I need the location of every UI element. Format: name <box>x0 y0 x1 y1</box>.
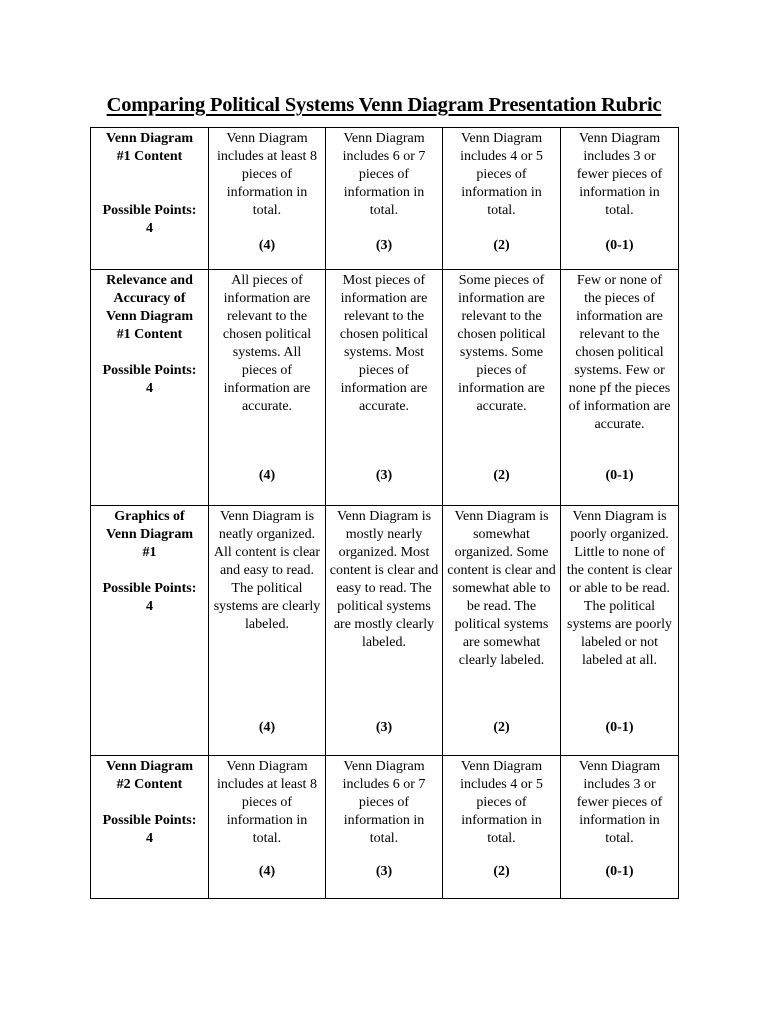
rubric-cell <box>326 128 443 270</box>
cell-description: All pieces of information are relevant to the chosen political systems. All pieces of information are accurate. <box>222 273 312 414</box>
possible-points: Possible Points: 4 <box>102 813 197 846</box>
rubric-cell <box>209 506 326 756</box>
cell-score: (2) <box>493 864 510 879</box>
cell-description: Venn Diagram is poorly organized. Little to none of the content is clear or able to be read. The political systems are poorly labeled or not labeled at all. <box>566 509 673 668</box>
cell-description: Venn Diagram includes 4 or 5 pieces of information in total. <box>460 131 543 218</box>
criterion-cell <box>91 128 209 270</box>
cell-score: (4) <box>258 468 276 483</box>
cell-description: Venn Diagram is mostly nearly organized. Most content is clear and easy to read. The political systems are mostly clearly labeled. <box>329 509 439 650</box>
cell-score: (3) <box>375 238 393 253</box>
cell-score: (2) <box>493 720 510 735</box>
cell-score: (3) <box>375 720 393 735</box>
cell-score: (0-1) <box>605 720 634 735</box>
cell-score: (2) <box>493 238 510 253</box>
criterion-label: Graphics of Venn Diagram #1 <box>106 509 193 560</box>
table-row <box>91 506 679 756</box>
cell-score: (0-1) <box>605 468 634 483</box>
cell-description: Few or none of the pieces of information are relevant to the chosen political systems. Few or none pf the pieces of information are accurate. <box>568 273 671 432</box>
rubric-cell <box>209 270 326 506</box>
cell-score: (3) <box>375 864 393 879</box>
cell-score: (4) <box>258 238 276 253</box>
table-row <box>91 270 679 506</box>
page-title <box>0 93 768 117</box>
cell-description: Some pieces of information are relevant to the chosen political systems. Some pieces of information are accurate. <box>457 273 546 414</box>
criterion-label: Relevance and Accuracy of Venn Diagram #1 Content <box>106 273 193 342</box>
rubric-cell <box>443 128 561 270</box>
cell-description: Venn Diagram includes 3 or fewer pieces of information in total. <box>576 759 663 846</box>
table-row <box>91 756 679 899</box>
cell-description: Venn Diagram includes 6 or 7 pieces of information in total. <box>342 759 426 846</box>
cell-description: Most pieces of information are relevant to the chosen political systems. Most pieces of information are accurate. <box>339 273 429 414</box>
cell-description: Venn Diagram includes 3 or fewer pieces of information in total. <box>576 131 663 218</box>
criterion-label: Venn Diagram #2 Content <box>106 759 193 792</box>
possible-points: Possible Points: 4 <box>102 203 197 236</box>
title-text: Comparing Political Systems Venn Diagram Presentation Rubric <box>106 94 662 116</box>
cell-description: Venn Diagram is somewhat organized. Some content is clear and somewhat able to be read. The political systems are somewhat clearly labeled. <box>447 509 556 668</box>
rubric-cell <box>209 756 326 899</box>
rubric-cell <box>443 506 561 756</box>
rubric-cell <box>561 128 679 270</box>
criterion-label: Venn Diagram #1 Content <box>106 131 193 164</box>
criterion-cell <box>91 506 209 756</box>
cell-score: (2) <box>493 468 510 483</box>
cell-score: (0-1) <box>605 864 634 879</box>
rubric-cell <box>443 270 561 506</box>
rubric-table <box>90 127 679 899</box>
cell-description: Venn Diagram is neatly organized. All content is clear and easy to read. The political systems are clearly labeled. <box>213 509 321 632</box>
rubric-cell <box>209 128 326 270</box>
rubric-cell <box>326 270 443 506</box>
possible-points: Possible Points: 4 <box>102 581 197 614</box>
cell-description: Venn Diagram includes at least 8 pieces of information in total. <box>217 759 317 846</box>
cell-description: Venn Diagram includes at least 8 pieces of information in total. <box>217 131 317 218</box>
rubric-cell <box>561 756 679 899</box>
table-row <box>91 128 679 270</box>
cell-score: (0-1) <box>605 238 634 253</box>
rubric-cell <box>326 506 443 756</box>
rubric-cell <box>561 270 679 506</box>
cell-description: Venn Diagram includes 4 or 5 pieces of information in total. <box>460 759 543 846</box>
rubric-cell <box>561 506 679 756</box>
possible-points: Possible Points: 4 <box>102 363 197 396</box>
cell-score: (4) <box>258 864 276 879</box>
criterion-cell <box>91 756 209 899</box>
criterion-cell <box>91 270 209 506</box>
cell-score: (3) <box>375 468 393 483</box>
cell-description: Venn Diagram includes 6 or 7 pieces of information in total. <box>342 131 426 218</box>
cell-score: (4) <box>258 720 276 735</box>
rubric-cell <box>443 756 561 899</box>
rubric-cell <box>326 756 443 899</box>
